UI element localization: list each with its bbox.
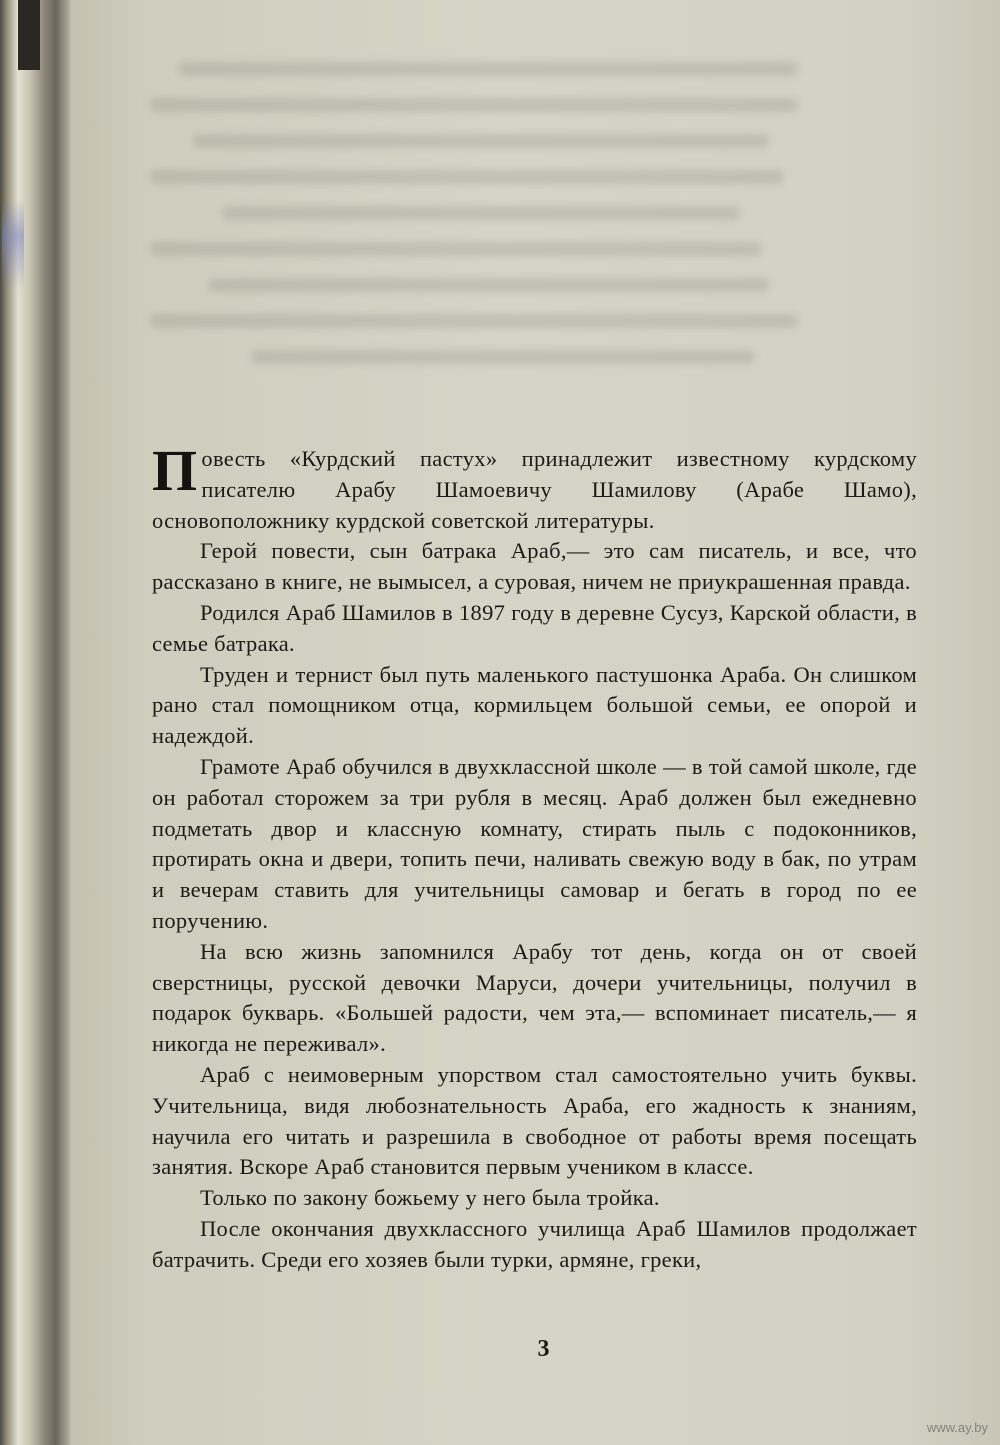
paragraph: Араб с неимоверным упорством стал самостоятельно учить буквы. Учительница, видя любознательность Араба, его жадность к знаниям, научила его читать и разрешила в свободное от работы время посещать занятия. Вскоре Араб становится первым учеником в классе. bbox=[152, 1061, 917, 1180]
body-text bbox=[152, 438, 917, 1276]
spine-shadow bbox=[18, 0, 40, 70]
paragraph-text: овесть «Курдский пастух» принадлежит известному курдскому писателю Арабу Шамоевичу Шамилову (Арабе Шамо), основоположнику курдской советской литературы. bbox=[152, 446, 917, 533]
paragraph: На всю жизнь запомнился Арабу тот день, когда он от своей сверстницы, русской девочки Маруси, дочери учительницы, получил в подарок букварь. «Большей радости, чем эта,— вспоминает писатель,— я никогда не переживал». bbox=[152, 938, 917, 1057]
drop-cap: П bbox=[152, 438, 198, 503]
paragraph: После окончания двухклассного училища Араб Шамилов продолжает батрачить. Среди его хозяев были турки, армяне, греки, bbox=[152, 1215, 917, 1272]
show-through-text bbox=[150, 40, 870, 450]
spine-stain bbox=[2, 200, 24, 290]
paragraph: Грамоте Араб обучился в двухклассной школе — в той самой школе, где он работал сторожем за три рубля в месяц. Араб должен был ежедневно подметать двор и классную комнату, стирать пыль с подоконников, протирать окна и двери, топить печи, наливать свежую воду в бак, по утрам и вечерам ставить для учительницы самовар и бегать в город по ее поручению. bbox=[152, 753, 917, 933]
paragraph: Только по закону божьему у него была тройка. bbox=[200, 1185, 660, 1211]
paragraph: Родился Араб Шамилов в 1897 году в деревне Сусуз, Карской области, в семье батрака. bbox=[152, 599, 917, 656]
paragraph: Герой повести, сын батрака Араб,— это сам писатель, и все, что рассказано в книге, не вымысел, а суровая, ничем не приукрашенная правда. bbox=[152, 538, 917, 595]
watermark: www.ay.by bbox=[926, 1420, 988, 1435]
paragraph bbox=[152, 438, 917, 536]
page-number: 3 bbox=[537, 1336, 550, 1362]
paragraph: Труден и тернист был путь маленького пастушонка Араба. Он слишком рано стал помощником отца, кормильцем большой семьи, ее опорой и надеждой. bbox=[152, 661, 917, 749]
